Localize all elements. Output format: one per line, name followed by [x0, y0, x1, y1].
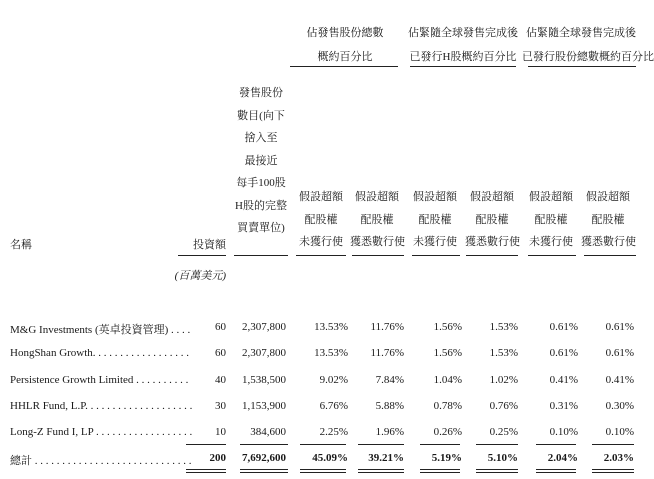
pct-offer-fully-exercised: 7.84%	[375, 374, 404, 386]
pct-h-fully-exercised: 0.76%	[489, 400, 518, 412]
pct-total-fully-exercised: 0.61%	[605, 347, 634, 359]
total-double-rule	[300, 472, 346, 473]
sub-header-line: 假設超額	[586, 191, 630, 203]
share-header-line: 買賣單位)	[237, 222, 285, 234]
pct-offer-not-exercised: 2.25%	[319, 426, 348, 438]
total-rule	[300, 444, 346, 445]
header-rule	[584, 255, 636, 256]
sub-header-line: 未獲行使	[529, 236, 573, 248]
invest-amount: 10	[215, 426, 226, 438]
total-double-rule	[592, 469, 634, 470]
sub-header-line: 配股權	[534, 213, 568, 226]
pct-h-fully-exercised: 1.53%	[489, 321, 518, 333]
total-invest: 200	[209, 452, 226, 464]
total-double-rule	[358, 472, 404, 473]
pct-offer-fully-exercised: 11.76%	[370, 321, 404, 333]
header-rule	[352, 255, 404, 256]
total-rule	[592, 444, 634, 445]
group-header-line1: 佔發售股份總數	[306, 27, 384, 39]
total-rule	[420, 444, 460, 445]
pct-h-not-exercised: 0.78%	[433, 400, 462, 412]
total-double-rule	[186, 469, 226, 470]
pct-offer-not-exercised: 9.02%	[319, 374, 348, 386]
header-rule	[466, 255, 518, 256]
group-header-line1: 佔緊隨全球發售完成後	[408, 27, 518, 39]
total-pct-offer-not-exercised: 45.09%	[312, 452, 348, 464]
sub-header-line: 獲悉數行使	[350, 236, 405, 248]
total-double-rule	[476, 472, 518, 473]
group-header-total-shares	[522, 24, 654, 64]
sub-header-line: 配股權	[475, 213, 509, 226]
sub-header-col1	[294, 186, 348, 254]
total-double-rule	[420, 469, 460, 470]
group-underline	[528, 66, 636, 67]
share-header-line: 數目(向下	[237, 109, 285, 122]
pct-total-not-exercised: 0.10%	[549, 426, 578, 438]
total-double-rule	[300, 469, 346, 470]
investor-name: M&G Investments (英卓投資管理) . . . .	[10, 324, 191, 336]
pct-total-fully-exercised: 0.61%	[605, 321, 634, 333]
share-header-line: 每手100股	[236, 177, 286, 189]
group-header-line2: 已發行股份總數概約百分比	[522, 51, 654, 63]
total-double-rule	[536, 472, 576, 473]
pct-offer-not-exercised: 13.53%	[314, 347, 348, 359]
invest-column-header: 投資額	[193, 239, 226, 251]
total-rule	[358, 444, 404, 445]
total-rule	[476, 444, 518, 445]
sub-header-col6	[581, 186, 635, 254]
pct-h-not-exercised: 1.04%	[433, 374, 462, 386]
sub-header-line: 配股權	[304, 213, 338, 226]
header-rule	[234, 255, 288, 256]
group-header-h-shares	[408, 24, 518, 64]
header-rule	[296, 255, 346, 256]
sub-header-line: 配股權	[360, 213, 394, 226]
total-double-rule	[186, 472, 226, 473]
investor-name: Persistence Growth Limited . . . . . . . . . .	[10, 374, 189, 386]
sub-header-col2	[350, 186, 404, 254]
share-count: 384,600	[250, 426, 286, 438]
pct-h-not-exercised: 0.26%	[433, 426, 462, 438]
pct-h-fully-exercised: 0.25%	[489, 426, 518, 438]
share-column-header	[232, 82, 290, 240]
name-column-header: 名稱	[10, 239, 32, 251]
pct-total-fully-exercised: 0.30%	[605, 400, 634, 412]
total-pct-h-fully-exercised: 5.10%	[487, 452, 518, 464]
group-underline	[290, 66, 398, 67]
sub-header-line: 獲悉數行使	[581, 236, 636, 248]
pct-h-fully-exercised: 1.53%	[489, 347, 518, 359]
total-rule	[240, 444, 288, 445]
pct-h-fully-exercised: 1.02%	[489, 374, 518, 386]
pct-offer-not-exercised: 6.76%	[319, 400, 348, 412]
pct-total-not-exercised: 0.41%	[549, 374, 578, 386]
sub-header-line: 假設超額	[355, 191, 399, 203]
pct-offer-fully-exercised: 5.88%	[375, 400, 404, 412]
investor-name: HHLR Fund, L.P. . . . . . . . . . . . . . . . . . . .	[10, 400, 193, 412]
total-double-rule	[536, 469, 576, 470]
share-header-line: 捨入至	[244, 132, 278, 144]
pct-total-not-exercised: 0.31%	[549, 400, 578, 412]
total-label: 總計 . . . . . . . . . . . . . . . . . . . . . . . . . . . . .	[10, 455, 192, 467]
investor-name: HongShan Growth. . . . . . . . . . . . . . . . . .	[10, 347, 190, 359]
investor-name: Long-Z Fund I, LP . . . . . . . . . . . . . . . . . .	[10, 426, 193, 438]
total-double-rule	[476, 469, 518, 470]
total-double-rule	[358, 469, 404, 470]
sub-header-line: 未獲行使	[299, 236, 343, 248]
share-count: 2,307,800	[242, 321, 286, 333]
share-count: 1,538,500	[242, 374, 286, 386]
pct-total-not-exercised: 0.61%	[549, 347, 578, 359]
pct-offer-fully-exercised: 11.76%	[370, 347, 404, 359]
header-rule	[412, 255, 460, 256]
pct-h-not-exercised: 1.56%	[433, 321, 462, 333]
sub-header-col3	[408, 186, 462, 254]
invest-amount: 60	[215, 321, 226, 333]
unit-label: (百萬美元)	[174, 270, 226, 282]
total-double-rule	[420, 472, 460, 473]
header-rule	[528, 255, 576, 256]
total-rule	[186, 444, 226, 445]
total-pct-h-not-exercised: 5.19%	[431, 452, 462, 464]
invest-amount: 30	[215, 400, 226, 412]
group-underline	[410, 66, 516, 67]
pct-offer-fully-exercised: 1.96%	[375, 426, 404, 438]
total-pct-offer-fully-exercised: 39.21%	[368, 452, 404, 464]
share-header-line: H股的完整	[235, 199, 287, 212]
invest-amount: 60	[215, 347, 226, 359]
total-shares: 7,692,600	[242, 452, 286, 464]
sub-header-line: 獲悉數行使	[465, 236, 520, 248]
sub-header-line: 配股權	[591, 213, 625, 226]
sub-header-col4	[465, 186, 519, 254]
sub-header-line: 假設超額	[413, 191, 457, 203]
header-rule	[178, 255, 226, 256]
pct-h-not-exercised: 1.56%	[433, 347, 462, 359]
sub-header-line: 假設超額	[299, 191, 343, 203]
sub-header-line: 配股權	[418, 213, 452, 226]
pct-offer-not-exercised: 13.53%	[314, 321, 348, 333]
total-double-rule	[240, 469, 288, 470]
group-header-line2: 概約百分比	[317, 51, 373, 63]
sub-header-line: 未獲行使	[413, 236, 457, 248]
group-header-line1: 佔緊隨全球發售完成後	[526, 27, 636, 39]
sub-header-line: 假設超額	[529, 191, 573, 203]
share-count: 1,153,900	[242, 400, 286, 412]
pct-total-fully-exercised: 0.41%	[605, 374, 634, 386]
share-header-line: 最接近	[244, 154, 278, 167]
group-header-offer	[290, 24, 400, 64]
sub-header-col5	[524, 186, 578, 254]
total-double-rule	[592, 472, 634, 473]
share-count: 2,307,800	[242, 347, 286, 359]
pct-total-not-exercised: 0.61%	[549, 321, 578, 333]
sub-header-line: 假設超額	[470, 191, 514, 203]
total-rule	[536, 444, 576, 445]
group-header-line2: 已發行H股概約百分比	[409, 51, 517, 63]
total-pct-total-not-exercised: 2.04%	[547, 452, 578, 464]
pct-total-fully-exercised: 0.10%	[605, 426, 634, 438]
invest-amount: 40	[215, 374, 226, 386]
total-double-rule	[240, 472, 288, 473]
total-pct-total-fully-exercised: 2.03%	[603, 452, 634, 464]
share-header-line: 發售股份	[239, 87, 283, 99]
